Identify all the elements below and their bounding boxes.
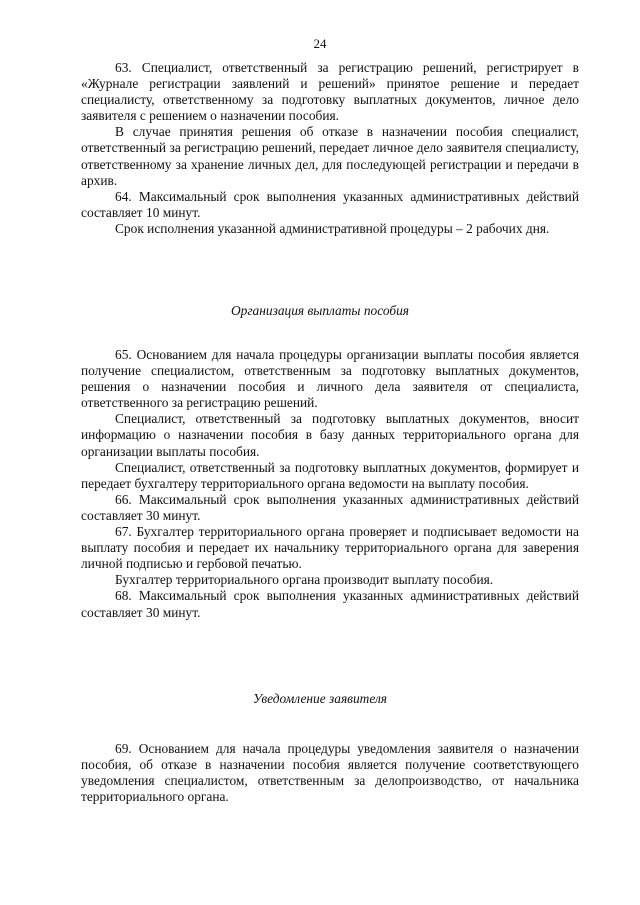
section-notification (81, 741, 579, 805)
paragraph-refusal: В случае принятия решения об отказе в назначении пособия специалист, ответственный за регистрацию решений, передает личное дело заявителя специалисту, ответственному за хранение личных дел, для последующей регистрации и передачи в архив. (81, 124, 579, 188)
paragraph-63: 63. Специалист, ответственный за регистрацию решений, регистрирует в «Журнале регистрации заявлений и решений» принятое решение и передает специалисту, ответственному за подготовку выплатных документов, личное дело заявителя с решением о назначении пособия. (81, 60, 579, 124)
paragraph-67: 67. Бухгалтер территориального органа проверяет и подписывает ведомости на выплату пособия и передает их начальнику территориального органа для заверения личной подписью и гербовой печатью. (81, 524, 579, 572)
paragraph-64: 64. Максимальный срок выполнения указанных административных действий составляет 10 минут. (81, 188, 579, 220)
page-number: 24 (313, 36, 327, 51)
paragraph-68: 68. Максимальный срок выполнения указанных административных действий составляет 30 минут. (81, 588, 579, 620)
paragraph-accountant-payment: Бухгалтер территориального органа производит выплату пособия. (115, 572, 494, 588)
paragraph-65: 65. Основанием для начала процедуры организации выплаты пособия является получение специалистом, ответственным за подготовку выплатных документов, решения о назначении пособия и личного дела заявителя от специалиста, ответственного за регистрацию решений. (81, 347, 579, 411)
paragraph-database: Специалист, ответственный за подготовку выплатных документов, вносит информацию о назначении пособия в базу данных территориального органа для организации выплаты пособия. (81, 411, 579, 459)
paragraph-69: 69. Основанием для начала процедуры уведомления заявителя о назначении пособия, об отказе в назначении пособия является получение соответствующего уведомления специалистом, ответственным за делопроизводство, от начальника территориального органа. (81, 741, 579, 805)
paragraph-66: 66. Максимальный срок выполнения указанных административных действий составляет 30 минут. (81, 491, 579, 523)
section-payment (81, 347, 579, 621)
section-registration (81, 60, 579, 237)
heading-payment: Организация выплаты пособия (230, 303, 410, 318)
heading-notification: Уведомление заявителя (252, 691, 388, 706)
paragraph-statements: Специалист, ответственный за подготовку выплатных документов, формирует и передает бухгалтеру территориального органа ведомости на выплату пособия. (81, 459, 579, 491)
paragraph-procedure-term: Срок исполнения указанной административной процедуры – 2 рабочих дня. (115, 220, 550, 236)
